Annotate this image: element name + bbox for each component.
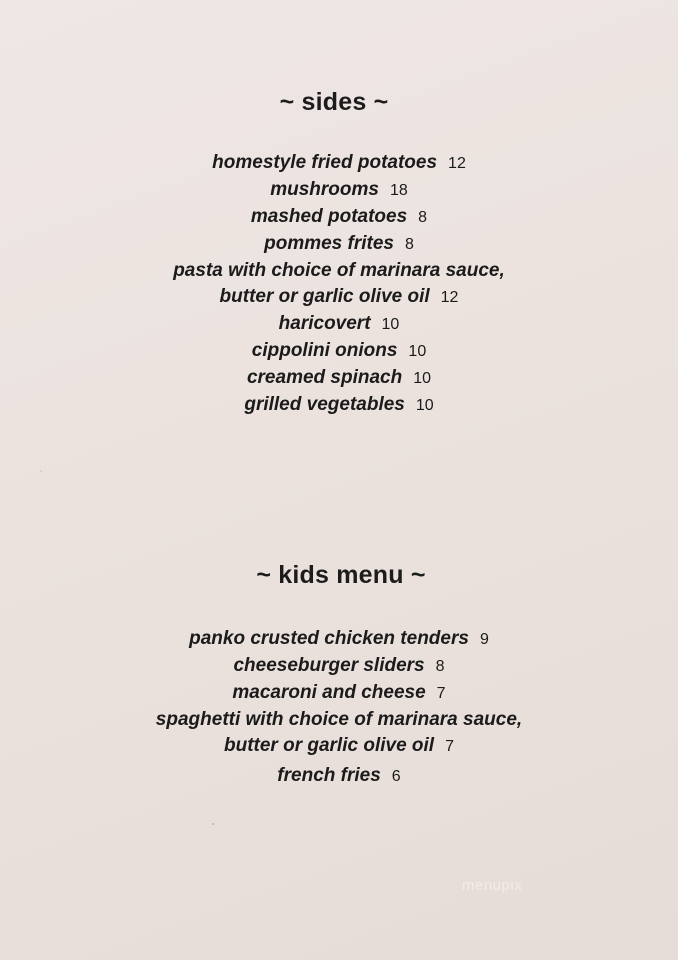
menu-item [0, 626, 678, 653]
item-name: creamed spinach [246, 367, 403, 388]
menu-item [0, 365, 678, 392]
item-name: butter or garlic olive oil [223, 735, 435, 756]
menu-item [0, 150, 678, 177]
item-name: french fries [277, 765, 381, 786]
item-price: 12 [448, 155, 466, 172]
item-price: 7 [445, 738, 454, 755]
item-name: cippolini onions [251, 340, 398, 361]
item-price: 8 [418, 209, 428, 226]
item-price: 12 [440, 289, 459, 306]
item-name: panko crusted chicken tenders [189, 628, 469, 649]
item-price: 10 [415, 397, 434, 414]
watermark: menupix [462, 877, 523, 894]
item-name: haricovert [278, 313, 371, 334]
item-price: 7 [436, 685, 446, 702]
item-price: 10 [413, 370, 432, 387]
menu-item [0, 231, 678, 258]
paper-fleck [212, 823, 214, 825]
item-name: butter or garlic olive oil [219, 286, 430, 307]
menu-item [0, 311, 678, 338]
item-description-line: pasta with choice of marinara sauce, [173, 260, 505, 281]
menu-item [0, 680, 678, 707]
kids-menu-heading: ~ kids menu ~ [256, 561, 426, 589]
menu-item [0, 392, 678, 419]
menu-item [0, 204, 678, 231]
menu-item [0, 707, 678, 760]
item-price: 10 [381, 316, 400, 333]
item-name: mashed potatoes [250, 206, 408, 227]
item-name: cheeseburger sliders [233, 655, 425, 676]
menu-item [0, 653, 678, 680]
item-name: pommes frites [264, 233, 394, 254]
item-name: grilled vegetables [244, 394, 405, 415]
item-name: mushrooms [270, 179, 379, 200]
item-price: 8 [435, 658, 445, 675]
item-price: 18 [389, 182, 408, 199]
sides-heading: ~ sides ~ [279, 88, 389, 116]
menu-item [0, 258, 678, 311]
item-name: homestyle fried potatoes [212, 152, 438, 173]
menu-item [0, 763, 678, 790]
kids-menu-list [0, 626, 678, 790]
item-price: 6 [391, 768, 401, 785]
menu-item [0, 177, 678, 204]
item-price: 10 [408, 343, 427, 360]
item-name: macaroni and cheese [232, 682, 426, 703]
sides-list [0, 150, 678, 419]
item-price: 8 [404, 236, 414, 253]
menu-item [0, 338, 678, 365]
paper-fleck [40, 470, 42, 472]
item-price: 9 [479, 631, 489, 648]
item-description-line: spaghetti with choice of marinara sauce, [155, 709, 523, 730]
